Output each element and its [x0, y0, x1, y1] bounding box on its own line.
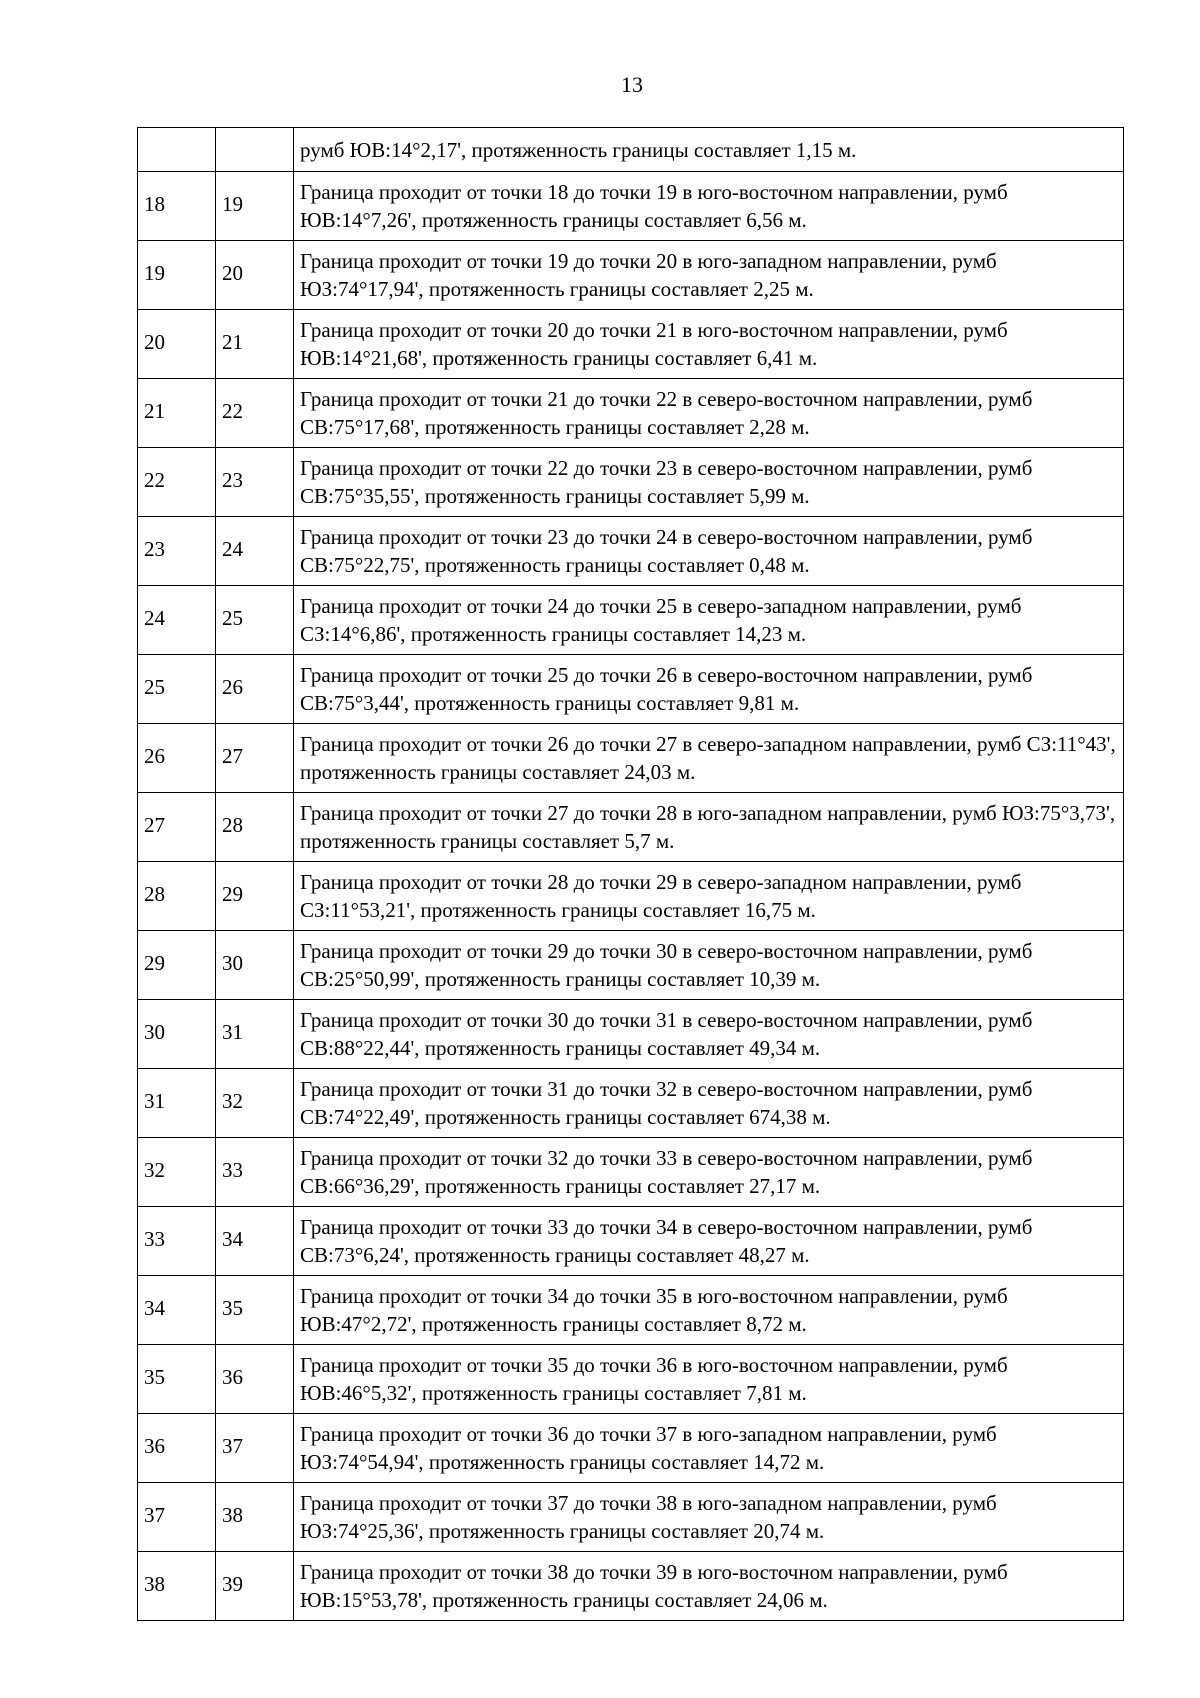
cell-description: Граница проходит от точки 38 до точки 39 в юго-восточном направлении, румб ЮВ:15°53,78', протяженность границы составляет 24,06 м. — [294, 1552, 1124, 1621]
cell-from-point: 27 — [138, 793, 216, 862]
cell-to-point: 22 — [216, 379, 294, 448]
cell-from-point: 34 — [138, 1276, 216, 1345]
cell-to-point: 36 — [216, 1345, 294, 1414]
cell-description: Граница проходит от точки 25 до точки 26 в северо-восточном направлении, румб СВ:75°3,44', протяженность границы составляет 9,81 м. — [294, 655, 1124, 724]
cell-to-point: 38 — [216, 1483, 294, 1552]
cell-description: Граница проходит от точки 23 до точки 24 в северо-восточном направлении, румб СВ:75°22,75', протяженность границы составляет 0,48 м. — [294, 517, 1124, 586]
cell-to-point: 31 — [216, 1000, 294, 1069]
table-row — [138, 1207, 1124, 1276]
cell-description: Граница проходит от точки 36 до точки 37 в юго-западном направлении, румб ЮЗ:74°54,94', протяженность границы составляет 14,72 м. — [294, 1414, 1124, 1483]
cell-from-point: 32 — [138, 1138, 216, 1207]
cell-to-point: 24 — [216, 517, 294, 586]
table-row — [138, 586, 1124, 655]
cell-from-point: 36 — [138, 1414, 216, 1483]
table-row — [138, 310, 1124, 379]
cell-to-point: 39 — [216, 1552, 294, 1621]
table-row — [138, 448, 1124, 517]
cell-to-point: 27 — [216, 724, 294, 793]
table-row — [138, 1276, 1124, 1345]
cell-from-point: 20 — [138, 310, 216, 379]
cell-description: Граница проходит от точки 32 до точки 33 в северо-восточном направлении, румб СВ:66°36,29', протяженность границы составляет 27,17 м. — [294, 1138, 1124, 1207]
cell-to-point: 35 — [216, 1276, 294, 1345]
table-row — [138, 862, 1124, 931]
cell-from-point: 19 — [138, 241, 216, 310]
table-row — [138, 1345, 1124, 1414]
cell-from-point: 25 — [138, 655, 216, 724]
table-row — [138, 1000, 1124, 1069]
table-row — [138, 241, 1124, 310]
cell-to-point: 21 — [216, 310, 294, 379]
boundary-description-table — [137, 127, 1124, 1621]
table-row — [138, 1552, 1124, 1621]
table-row — [138, 379, 1124, 448]
cell-from-point: 37 — [138, 1483, 216, 1552]
cell-description: Граница проходит от точки 31 до точки 32 в северо-восточном направлении, румб СВ:74°22,49', протяженность границы составляет 674,38 м. — [294, 1069, 1124, 1138]
table-row — [138, 172, 1124, 241]
cell-from-point: 22 — [138, 448, 216, 517]
table-row — [138, 1069, 1124, 1138]
cell-from-point: 28 — [138, 862, 216, 931]
cell-description: Граница проходит от точки 35 до точки 36 в юго-восточном направлении, румб ЮВ:46°5,32', протяженность границы составляет 7,81 м. — [294, 1345, 1124, 1414]
cell-to-point: 33 — [216, 1138, 294, 1207]
cell-from-point: 24 — [138, 586, 216, 655]
table-body — [138, 128, 1124, 1621]
table-row — [138, 517, 1124, 586]
cell-description: Граница проходит от точки 19 до точки 20 в юго-западном направлении, румб ЮЗ:74°17,94', протяженность границы составляет 2,25 м. — [294, 241, 1124, 310]
cell-description: Граница проходит от точки 33 до точки 34 в северо-восточном направлении, румб СВ:73°6,24', протяженность границы составляет 48,27 м. — [294, 1207, 1124, 1276]
cell-from-point: 21 — [138, 379, 216, 448]
table-row-continued — [138, 128, 1124, 172]
table-row — [138, 724, 1124, 793]
cell-to-point: 23 — [216, 448, 294, 517]
cell-from-point: 33 — [138, 1207, 216, 1276]
cell-to-point: 20 — [216, 241, 294, 310]
cell-description: Граница проходит от точки 26 до точки 27 в северо-западном направлении, румб СЗ:11°43', протяженность границы составляет 24,03 м. — [294, 724, 1124, 793]
cell-to-point: 26 — [216, 655, 294, 724]
cell-description: Граница проходит от точки 24 до точки 25 в северо-западном направлении, румб СЗ:14°6,86', протяженность границы составляет 14,23 м. — [294, 586, 1124, 655]
table-row — [138, 1138, 1124, 1207]
table-row — [138, 793, 1124, 862]
cell-to-point: 25 — [216, 586, 294, 655]
cell-to-point: 19 — [216, 172, 294, 241]
cell-description: Граница проходит от точки 28 до точки 29 в северо-западном направлении, румб СЗ:11°53,21', протяженность границы составляет 16,75 м. — [294, 862, 1124, 931]
cell-description: Граница проходит от точки 27 до точки 28 в юго-западном направлении, румб ЮЗ:75°3,73', протяженность границы составляет 5,7 м. — [294, 793, 1124, 862]
page-number: 13 — [621, 72, 643, 97]
cell-to-point: 29 — [216, 862, 294, 931]
cell-to-point: 34 — [216, 1207, 294, 1276]
cell-to-point: 30 — [216, 931, 294, 1000]
cell-from-point: 35 — [138, 1345, 216, 1414]
cell-from-point: 23 — [138, 517, 216, 586]
cell-description: Граница проходит от точки 18 до точки 19 в юго-восточном направлении, румб ЮВ:14°7,26', протяженность границы составляет 6,56 м. — [294, 172, 1124, 241]
cell-description: Граница проходит от точки 30 до точки 31 в северо-восточном направлении, румб СВ:88°22,44', протяженность границы составляет 49,34 м. — [294, 1000, 1124, 1069]
cell-description: Граница проходит от точки 29 до точки 30 в северо-восточном направлении, румб СВ:25°50,99', протяженность границы составляет 10,39 м. — [294, 931, 1124, 1000]
cell-description: Граница проходит от точки 21 до точки 22 в северо-восточном направлении, румб СВ:75°17,68', протяженность границы составляет 2,28 м. — [294, 379, 1124, 448]
cell-description: Граница проходит от точки 34 до точки 35 в юго-восточном направлении, румб ЮВ:47°2,72', протяженность границы составляет 8,72 м. — [294, 1276, 1124, 1345]
cell-to-point: 32 — [216, 1069, 294, 1138]
table-row — [138, 1483, 1124, 1552]
cell-to-point — [216, 128, 294, 172]
cell-from-point: 29 — [138, 931, 216, 1000]
cell-description: Граница проходит от точки 37 до точки 38 в юго-западном направлении, румб ЮЗ:74°25,36', протяженность границы составляет 20,74 м. — [294, 1483, 1124, 1552]
cell-from-point: 38 — [138, 1552, 216, 1621]
cell-to-point: 28 — [216, 793, 294, 862]
cell-from-point: 31 — [138, 1069, 216, 1138]
cell-description: румб ЮВ:14°2,17', протяженность границы составляет 1,15 м. — [294, 128, 1124, 172]
cell-from-point — [138, 128, 216, 172]
table-row — [138, 1414, 1124, 1483]
cell-from-point: 18 — [138, 172, 216, 241]
cell-description: Граница проходит от точки 20 до точки 21 в юго-восточном направлении, румб ЮВ:14°21,68', протяженность границы составляет 6,41 м. — [294, 310, 1124, 379]
cell-from-point: 30 — [138, 1000, 216, 1069]
cell-description: Граница проходит от точки 22 до точки 23 в северо-восточном направлении, румб СВ:75°35,55', протяженность границы составляет 5,99 м. — [294, 448, 1124, 517]
table-row — [138, 931, 1124, 1000]
cell-to-point: 37 — [216, 1414, 294, 1483]
table-row — [138, 655, 1124, 724]
cell-from-point: 26 — [138, 724, 216, 793]
